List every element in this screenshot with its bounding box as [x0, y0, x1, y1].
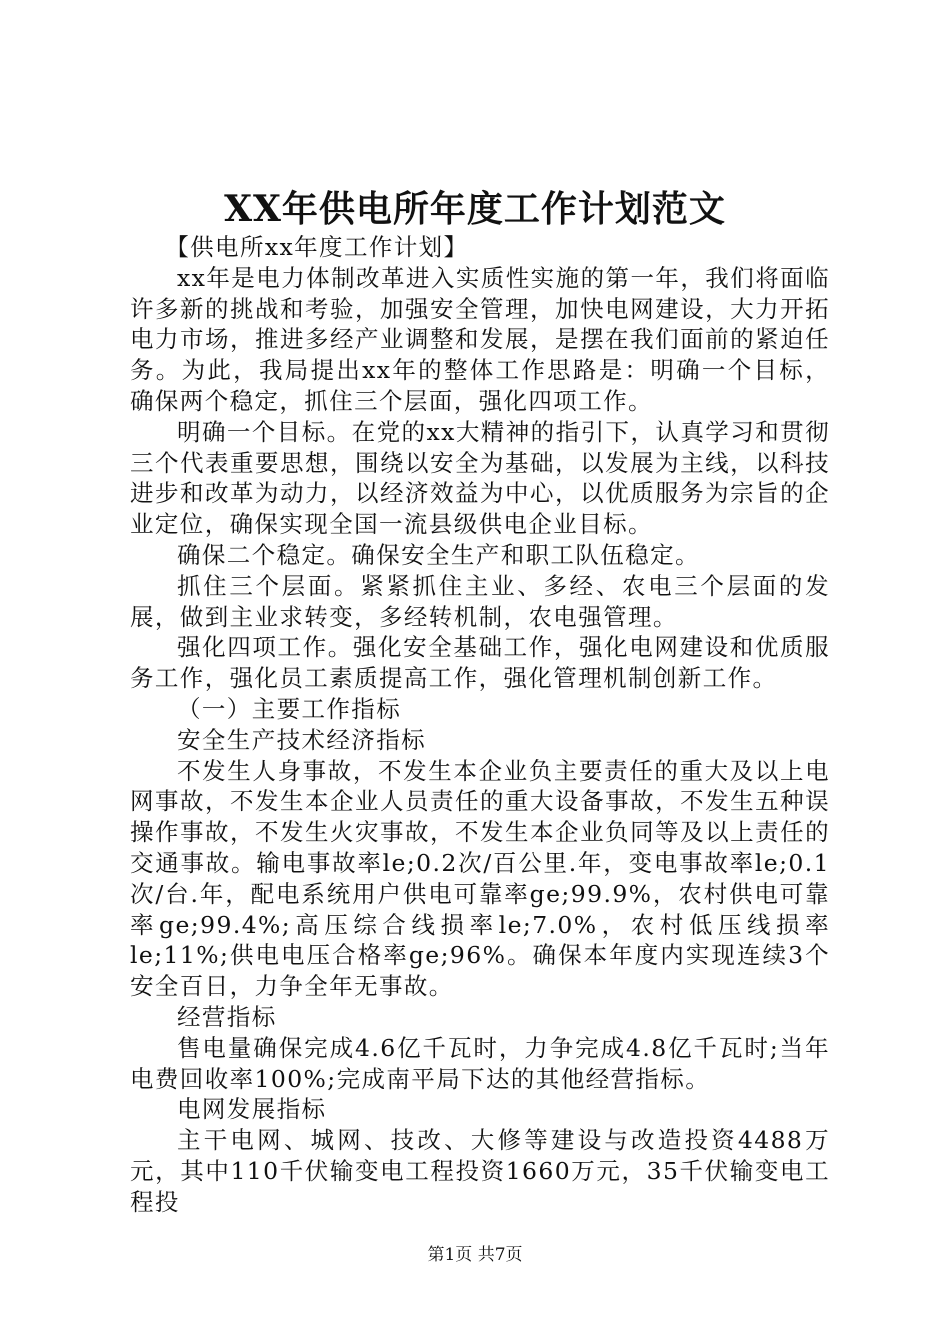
subheading-grid-indicators: 电网发展指标 — [177, 1095, 327, 1124]
paragraph-stability: 确保二个稳定。确保安全生产和职工队伍稳定。 — [177, 540, 700, 569]
paragraph-subtitle: 【供电所xx年度工作计划】 — [165, 233, 469, 261]
subheading-safety-indicators: 安全生产技术经济指标 — [177, 725, 426, 754]
paragraph-levels: 抓住三个层面。紧紧抓住主业、多经、农电三个层面的发展，做到主业求转变，多经转机制，农电强管理。 — [130, 571, 830, 631]
paragraph-goal: 明确一个目标。在党的xx大精神的指引下，认真学习和贯彻三个代表重要思想，围绕以安全为基础，以发展为主线，以科技进步和改革为动力，以经济效益为中心，以优质服务为宗旨的企业定位，确保实现全国一流县级供电企业目标。 — [130, 417, 830, 539]
document-body — [130, 232, 830, 1218]
page-footer: 第1页 共7页 — [427, 1245, 523, 1265]
section-heading-main-indicators: （一）主要工作指标 — [177, 694, 402, 723]
paragraph-grid-indicators: 主干电网、城网、技改、大修等建设与改造投资4488万元，其中110千伏输变电工程投资1660万元，35千伏输变电工程投 — [130, 1126, 830, 1216]
document-title: XX年供电所年度工作计划范文 — [224, 188, 726, 230]
paragraph-four-tasks: 强化四项工作。强化安全基础工作，强化电网建设和优质服务工作，强化员工素质提高工作，强化管理机制创新工作。 — [130, 633, 830, 693]
paragraph-intro: xx年是电力体制改革进入实质性实施的第一年，我们将面临许多新的挑战和考验，加强安全管理，加快电网建设，大力开拓电力市场，推进多经产业调整和发展，是摆在我们面前的紧迫任务。为此，我局提出xx年的整体工作思路是：明确一个目标，确保两个稳定，抓住三个层面，强化四项工作。 — [130, 263, 830, 415]
paragraph-operating-indicators: 售电量确保完成4.6亿千瓦时，力争完成4.8亿千瓦时;当年电费回收率100%;完成南平局下达的其他经营指标。 — [130, 1033, 830, 1093]
paragraph-safety-indicators: 不发生人身事故，不发生本企业负主要责任的重大及以上电网事故，不发生本企业人员责任的重大设备事故，不发生五种误操作事故，不发生火灾事故，不发生本企业负同等及以上责任的交通事故。输电事故率le;0.2次/百公里.年，变电事故率le;0.1次/台.年，配电系统用户供电可靠率ge;99.9%，农村供电可靠率ge;99.4%;高压综合线损率le;7.0%，农村低压线损率le;11%;供电电压合格率ge;96%。确保本年度内实现连续3个安全百日，力争全年无事故。 — [130, 756, 830, 1001]
subheading-operating-indicators: 经营指标 — [177, 1002, 277, 1031]
